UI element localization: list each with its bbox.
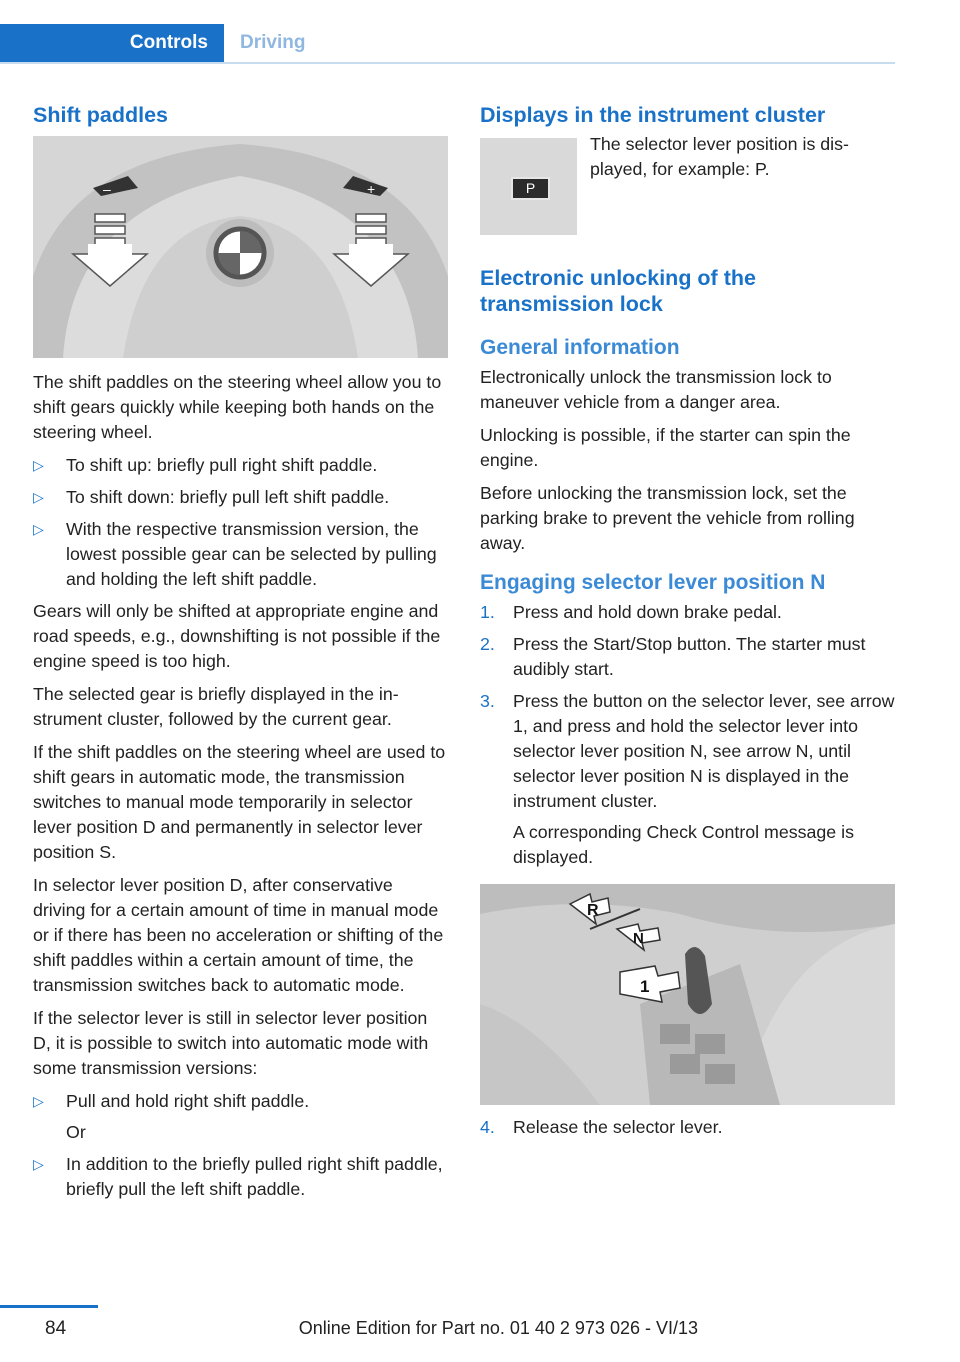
list-item (33, 1152, 448, 1202)
automatic-mode-bullets (33, 1089, 448, 1202)
bullet-text: To shift up: briefly pull right shift paddle. (66, 455, 378, 475)
section-title-displays: Displays in the instrument cluster (480, 103, 826, 127)
list-item (33, 485, 448, 510)
header-tabs (0, 24, 895, 64)
arrow-1-label: 1 (640, 977, 650, 996)
step-text: Release the selector lever. (513, 1117, 723, 1137)
paragraph: Gears will only be shifted at appropriate engine and road speeds, e.g., downshifting is not possible if the engine speed is too high. (33, 601, 441, 671)
subsection-general: General information (480, 336, 680, 359)
paragraph: Before unlocking the transmission lock, set the parking brake to prevent the vehicle from rolling away. (480, 483, 855, 553)
paragraph: If the selector lever is still in selector lever position D, it is possible to switch into automatic mode with some transmission versions: (33, 1008, 429, 1078)
bullet-text: To shift down: briefly pull left shift paddle. (66, 487, 390, 507)
list-item (480, 689, 895, 870)
paddle-minus-label: – (103, 181, 111, 197)
display-row (480, 136, 895, 239)
bullet-text: Pull and hold right shift paddle. (66, 1091, 310, 1111)
tab-driving[interactable]: Driving (240, 32, 306, 53)
paddle-plus-label: + (367, 181, 376, 197)
steering-wheel-svg (33, 136, 448, 358)
triangle-icon: ▷ (33, 489, 44, 505)
steps-list (480, 600, 895, 870)
triangle-icon: ▷ (33, 457, 44, 473)
page-number: 84 (45, 1318, 67, 1339)
section-title-shift-paddles: Shift paddles (33, 103, 168, 127)
paddle-bullets (33, 453, 448, 592)
triangle-icon: ▷ (33, 521, 44, 537)
step-text: Press and hold down brake pedal. (513, 602, 782, 622)
triangle-icon: ▷ (33, 1156, 44, 1172)
step-number: 2. (480, 634, 495, 654)
list-item (33, 453, 448, 478)
steering-wheel-illustration (33, 136, 448, 358)
list-item (33, 1089, 448, 1145)
arrow-r-label: R (587, 902, 599, 919)
bullet-subtext: Or (66, 1122, 86, 1142)
paragraph: Electronically unlock the transmission lock to maneuver vehicle from a danger area. (480, 367, 832, 412)
step-number: 1. (480, 602, 495, 622)
step-text: Press the Start/Stop button. The starter must audibly start. (513, 634, 866, 679)
arrow-n-label: N (633, 930, 644, 947)
right-column (480, 102, 895, 1147)
paragraph: In selector lever position D, after conservative driving for a certain amount of time in manual mode or if there has been no acceleration or shifting of the shift paddles within a certain amount of time, the transmission switches back to automatic mode. (33, 875, 444, 995)
list-item (480, 600, 895, 625)
paragraph: The selected gear is briefly displayed in the instrument cluster, followed by the current gear. (33, 684, 399, 729)
step-number: 3. (480, 691, 495, 711)
selector-lever-illustration (480, 884, 895, 1105)
display-indicator-image (480, 138, 577, 235)
footer-rule (0, 1305, 98, 1308)
display-text: The selector lever position is displayed, for example: P. (590, 134, 849, 179)
list-item (480, 632, 895, 682)
list-item (480, 1115, 895, 1140)
display-box: P (511, 177, 550, 200)
selector-lever-svg (480, 884, 895, 1105)
steps-list-continued (480, 1115, 895, 1140)
bullet-text: In addition to the briefly pulled right shift paddle, briefly pull the left shift paddle. (66, 1154, 443, 1199)
paddles-intro: The shift paddles on the steering wheel allow you to shift gears quickly while keeping both hands on the steering wheel. (33, 372, 442, 442)
step-text: Press the button on the selector lever, see arrow 1, and press and hold the selector lever into selector lever position N, see arrow N, until selector lever position N is displayed in the instrument cluster. (513, 691, 895, 811)
left-column (33, 102, 448, 1209)
step-number: 4. (480, 1117, 495, 1137)
section-title-unlocking: Electronic unlocking of the transmission lock (480, 266, 756, 316)
paragraph: Unlocking is possible, if the starter can spin the engine. (480, 425, 851, 470)
tab-controls[interactable]: Controls (0, 24, 224, 62)
subsection-selector-n: Engaging selector lever position N (480, 571, 826, 594)
list-item (33, 517, 448, 592)
paragraph: If the shift paddles on the steering wheel are used to shift gears in automatic mode, the transmission switches to manual mode temporarily in selector lever position D and permanently in selector lever position S. (33, 742, 446, 862)
triangle-icon: ▷ (33, 1093, 44, 1109)
edition-note: Online Edition for Part no. 01 40 2 973 026 - VI/13 (298, 1318, 698, 1338)
bullet-text: With the respective transmission version, the lowest possible gear can be selected by pulling and holding the left shift paddle. (66, 519, 437, 589)
step-subtext: A corresponding Check Control message is displayed. (513, 822, 854, 867)
